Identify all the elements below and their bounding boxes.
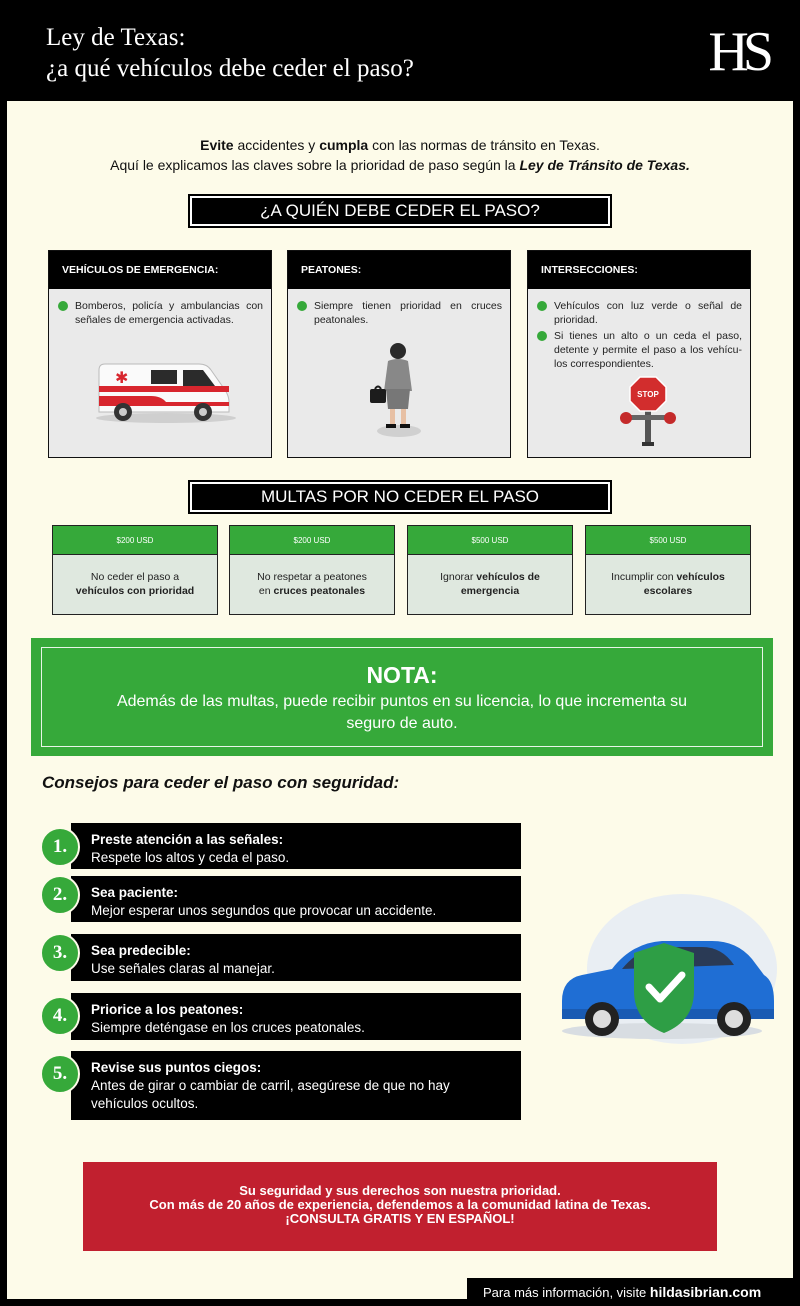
footer: Para más información, visite hildasibrian.com: [467, 1278, 800, 1306]
tip-number-2: 2.: [40, 875, 80, 915]
nota-box: [31, 638, 773, 756]
ambulance-icon: [91, 356, 241, 426]
section-banner-fines: MULTAS POR NO CEDER EL PASO: [190, 482, 610, 512]
card-emergency-vehicles: [48, 250, 272, 458]
cta-banner[interactable]: Su seguridad y sus derechos son nuestra prioridad. Con más de 20 años de experiencia, defendemos a la comunidad latina de Texas. ¡CONSULTA GRATIS Y EN ESPAÑOL!: [83, 1162, 717, 1251]
intro-line-2: Aquí le explicamos las claves sobre la prioridad de paso según la Ley de Tránsito de Texas.: [110, 157, 690, 173]
tip-number-4: 4.: [40, 996, 80, 1036]
fine-amount: $500 USD: [586, 526, 750, 555]
fine-amount: $200 USD: [53, 526, 217, 555]
card-pedestrians: [287, 250, 511, 458]
stop-sign-icon: [618, 375, 678, 450]
bullet-item: Vehículos con luz verde o señal de prioridad.: [536, 299, 742, 327]
card-title: PEATONES:: [288, 251, 510, 289]
hs-logo[interactable]: HS: [708, 21, 768, 83]
title-line-2: ¿a qué vehículos debe ceder el paso?: [46, 55, 414, 82]
tip-number-1: 1.: [40, 827, 80, 867]
fine-amount: $500 USD: [408, 526, 572, 555]
intro-line-1: Evite accidentes y cumpla con las normas de tránsito en Texas.: [200, 137, 600, 153]
nota-text: Además de las multas, puede recibir puntos en su licencia, lo que incrementa su seguro de auto.: [116, 693, 688, 732]
stop-sign-label: STOP: [637, 390, 659, 399]
tips-title: Consejos para ceder el paso con seguridad:: [42, 773, 400, 792]
fine-card: $200 USD No ceder el paso a vehículos con prioridad: [52, 525, 218, 615]
card-intersections: [527, 250, 751, 458]
tip-item-1: Preste atención a las señales: Respete los altos y ceda el paso.: [71, 823, 521, 869]
bullet-item: Siempre tienen prioridad en cruces peatonales.: [296, 299, 502, 327]
tip-item-5: Revise sus puntos ciegos: Antes de girar o cambiar de carril, asegúrese de que no hay vehículos ocultos.: [71, 1051, 521, 1120]
card-title: VEHÍCULOS DE EMERGENCIA:: [49, 251, 271, 289]
page-title: [46, 22, 414, 84]
header: [0, 0, 800, 101]
title-line-1: Ley de Texas:: [46, 24, 186, 51]
bullet-item: Bomberos, policía y ambulancias con señales de emergencia activadas.: [57, 299, 263, 327]
nota-title: NOTA:: [366, 662, 438, 688]
svg-text:✱: ✱: [115, 368, 129, 387]
tip-number-5: 5.: [40, 1054, 80, 1094]
card-title: INTERSECCIONES:: [528, 251, 750, 289]
tip-item-3: Sea predecible: Use señales claras al manejar.: [71, 934, 521, 981]
pedestrian-woman-icon: [366, 339, 436, 439]
infographic-canvas: [7, 101, 793, 1299]
safe-car-icon: [552, 881, 782, 1051]
fine-card: $500 USD Ignorar vehículos de emergencia: [407, 525, 573, 615]
fine-amount: $200 USD: [230, 526, 394, 555]
bullet-item: Si tienes un alto o un ceda el paso, detente y permite el paso a los vehícu-los correspondientes.: [536, 329, 742, 371]
tip-number-3: 3.: [40, 933, 80, 973]
fine-card: $200 USD No respetar a peatones en cruces peatonales: [229, 525, 395, 615]
tip-item-4: Priorice a los peatones: Siempre deténgase en los cruces peatonales.: [71, 993, 521, 1040]
fine-card: $500 USD Incumplir con vehículos escolares: [585, 525, 751, 615]
intro-text: [7, 135, 793, 175]
tip-item-2: Sea paciente: Mejor esperar unos segundos que provocar un accidente.: [71, 876, 521, 922]
section-banner-yield: ¿A QUIÉN DEBE CEDER EL PASO?: [190, 196, 610, 226]
footer-website-link[interactable]: hildasibrian.com: [649, 1284, 762, 1300]
